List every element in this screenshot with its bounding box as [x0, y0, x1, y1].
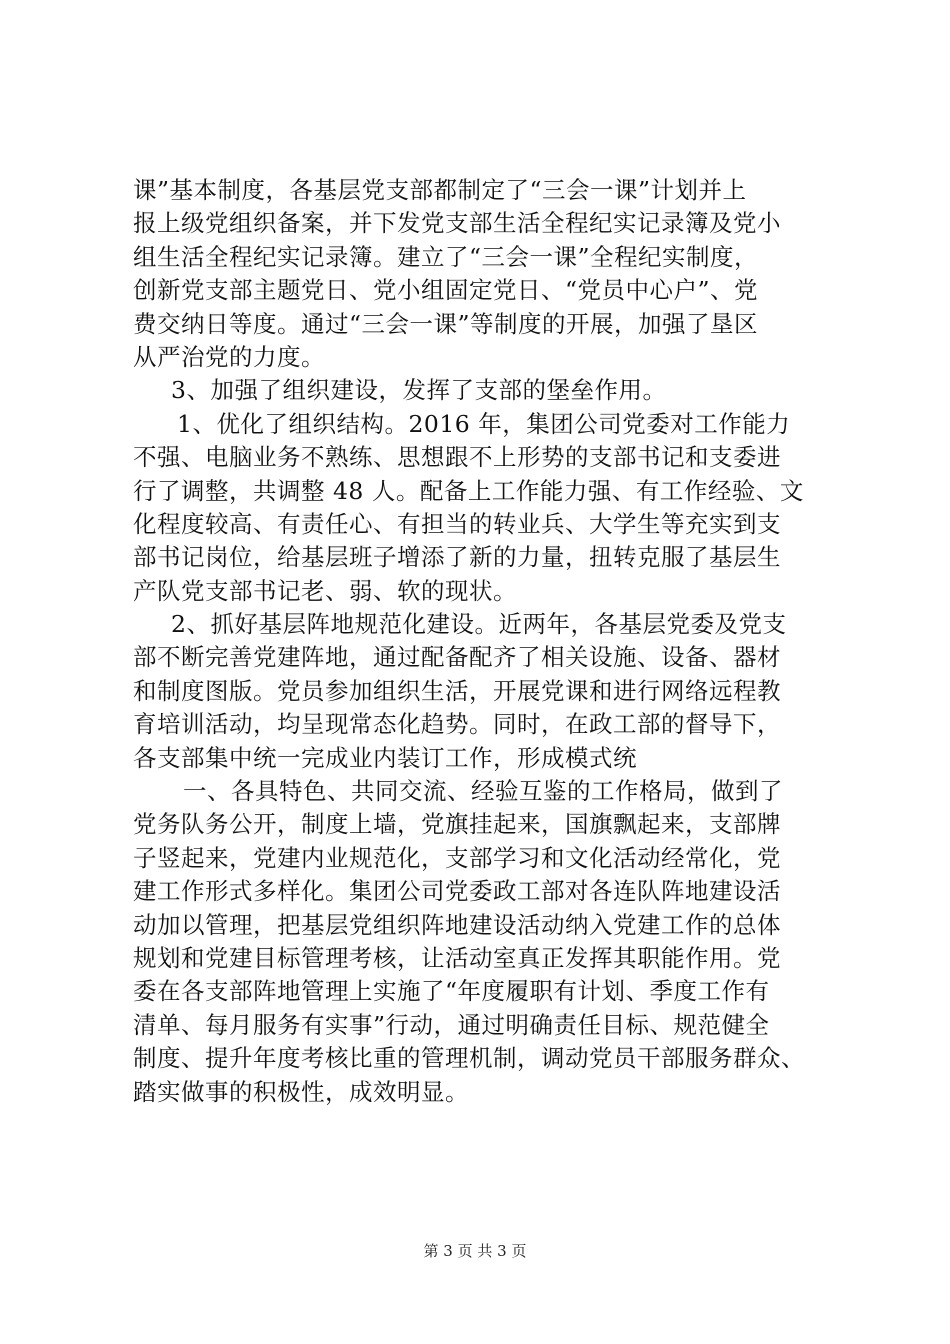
text-line: 规划和党建目标管理考核，让活动室真正发挥其职能作用。党 [133, 943, 781, 972]
text-line: 费交纳日等度。通过“三会一课”等制度的开展，加强了垦区 [133, 309, 759, 338]
text-line: 动加以管理，把基层党组织阵地建设活动纳入党建工作的总体 [133, 910, 781, 939]
text-line: 组生活全程纪实记录簿。建立了“三会一课”全程纪实制度， [133, 242, 759, 271]
text-line: 课”基本制度，各基层党支部都制定了“三会一课”计划并上 [133, 176, 747, 204]
text-line: 建工作形式多样化。集团公司党委政工部对各连队阵地建设活 [133, 877, 781, 906]
text-line: 报上级党组织备案，并下发党支部生活全程纪实记录簿及党小 [133, 209, 781, 238]
text-line: 从严治党的力度。 [133, 342, 325, 371]
page-footer: 第 3 页 共 3 页 [423, 1242, 527, 1260]
text-line: 各支部集中统一完成业内装订工作，形成模式统 [133, 743, 637, 772]
text-line: 不强、电脑业务不熟练、思想跟不上形势的支部书记和支委进 [133, 443, 781, 472]
text-line: 育培训活动，均呈现常态化趋势。同时，在政工部的督导下， [133, 710, 781, 739]
text-line: 和制度图版。党员参加组织生活，开展党课和进行网络远程教 [133, 676, 781, 705]
text-line: 部不断完善党建阵地，通过配备配齐了相关设施、设备、器材 [133, 643, 781, 672]
text-line: 部书记岗位，给基层班子增添了新的力量，扭转克服了基层生 [133, 543, 781, 572]
text-line: 行了调整，共调整 48 人。配备上工作能力强、有工作经验、文 [133, 476, 804, 505]
text-line: 化程度较高、有责任心、有担当的转业兵、大学生等充实到支 [133, 509, 781, 538]
text-line: 创新党支部主题党日、党小组固定党日、“党员中心户”、党 [133, 276, 759, 305]
text-line: 1、优化了组织结构。2016 年，集团公司党委对工作能力 [177, 409, 791, 438]
text-line: 子竖起来，党建内业规范化，支部学习和文化活动经常化，党 [133, 843, 781, 872]
text-line: 踏实做事的积极性，成效明显。 [133, 1077, 469, 1106]
text-line: 制度、提升年度考核比重的管理机制，调动党员干部服务群众、 [133, 1044, 805, 1073]
document-body [133, 174, 857, 1109]
text-line: 党务队务公开，制度上墙，党旗挂起来，国旗飘起来，支部牌 [133, 810, 781, 839]
text-line: 产队党支部书记老、弱、软的现状。 [133, 576, 517, 605]
text-line: 2、抓好基层阵地规范化建设。近两年，各基层党委及党支 [171, 610, 787, 639]
text-line: 委在各支部阵地管理上实施了“年度履职有计划、季度工作有 [133, 977, 770, 1006]
text-line: 一、各具特色、共同交流、经验互鉴的工作格局，做到了 [183, 777, 783, 806]
section-heading: 3、加强了组织建设，发挥了支部的堡垒作用。 [171, 376, 667, 405]
text-line: 清单、每月服务有实事”行动，通过明确责任目标、规范健全 [133, 1010, 770, 1039]
